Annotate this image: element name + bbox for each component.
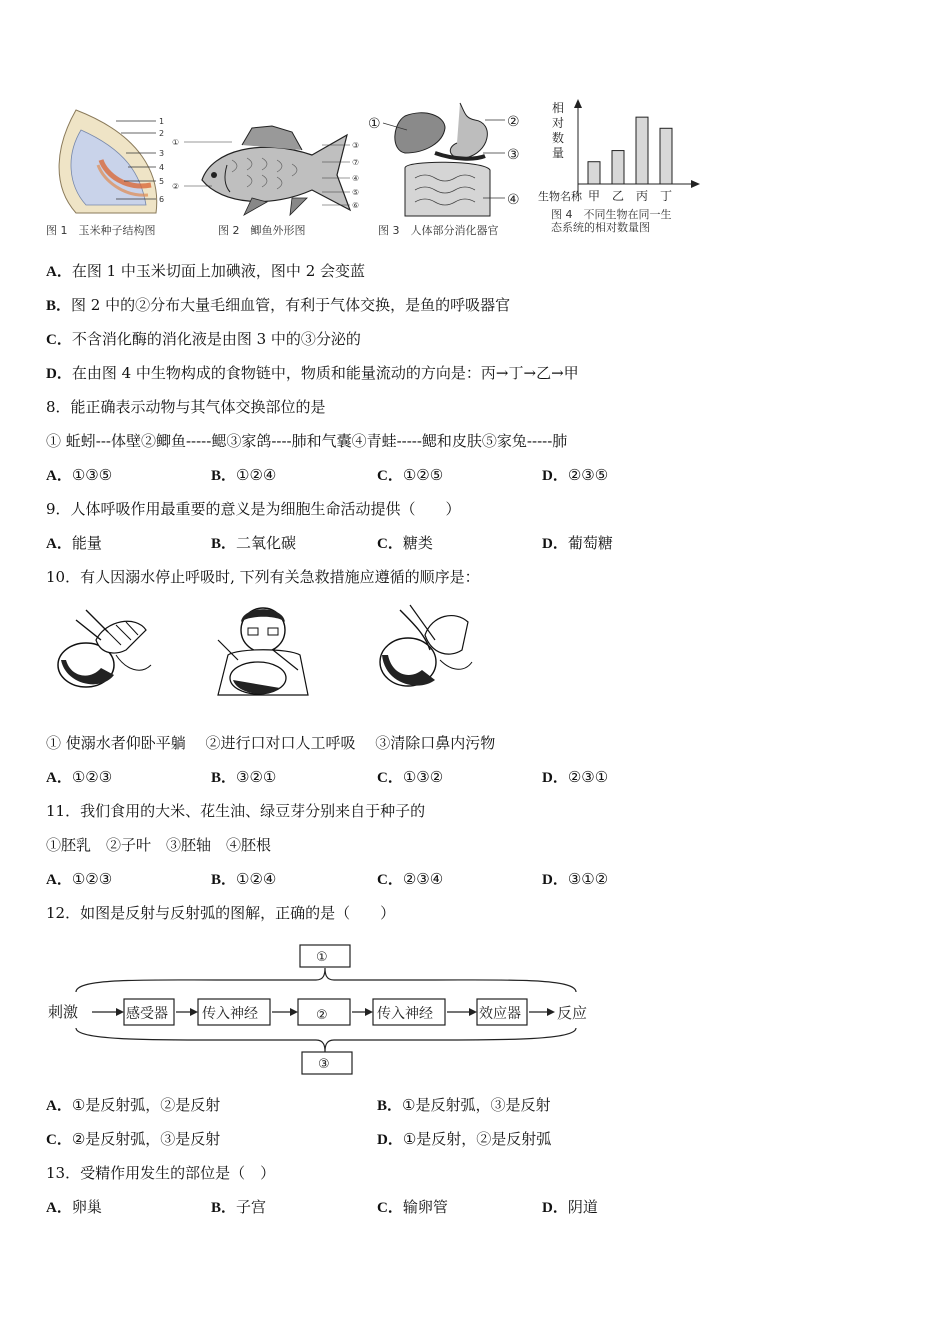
- q8-option-a: [46, 465, 112, 486]
- q7-option-d: [46, 363, 579, 384]
- option-text: ①是反射弧，③是反射: [402, 1096, 551, 1114]
- option-text: ①是反射弧，②是反射: [71, 1096, 221, 1114]
- fig4-caption-line1: 图 4 不同生物在同一生: [551, 208, 672, 221]
- fig1-label: 3: [159, 149, 165, 158]
- option-text: ③①②: [567, 870, 609, 888]
- option-label: A．: [46, 872, 72, 888]
- q13-option-a: [46, 1197, 102, 1218]
- option-label: C．: [377, 872, 403, 888]
- q11-option-a: [46, 869, 112, 890]
- arrow-head: [290, 1008, 298, 1016]
- option-text: ①②④: [236, 466, 277, 484]
- fig1-label: 1: [159, 117, 165, 126]
- option-label: A．: [46, 468, 72, 484]
- option-label: B．: [377, 1098, 403, 1114]
- option-text: 子宫: [236, 1198, 267, 1216]
- fig2-label: ⑥: [352, 201, 360, 210]
- option-text: 二氧化碳: [236, 534, 297, 552]
- label-center: ②: [316, 1008, 328, 1023]
- option-text: ②③④: [402, 870, 444, 888]
- label-efferent: 传入神经: [377, 1006, 433, 1022]
- q9-option-b: [211, 533, 296, 554]
- label-bottom: ③: [318, 1057, 330, 1072]
- digestive-organs-figure: [365, 98, 535, 220]
- fig3-label: ③: [507, 147, 520, 163]
- option-text: 不含消化酶的消化液是由图 3 中的③分泌的: [71, 330, 361, 348]
- fig3-label: ②: [507, 114, 520, 130]
- option-text: ①是反射，②是反射弧: [402, 1130, 552, 1148]
- q9-stem: 9．人体呼吸作用最重要的意义是为细胞生命活动提供（ ）: [46, 500, 461, 518]
- q12-stem: 12．如图是反射与反射弧的图解，正确的是（ ）: [46, 904, 396, 922]
- q9-option-c: [377, 533, 433, 554]
- option-label: B．: [46, 298, 72, 314]
- option-text: ①③⑤: [71, 466, 113, 484]
- q8-option-d: [542, 465, 608, 486]
- option-label: C．: [377, 770, 403, 786]
- fig2-label: ④: [352, 174, 360, 183]
- category-label: 乙: [612, 189, 625, 203]
- q12-option-d: [377, 1129, 551, 1150]
- q12-option-b: [377, 1095, 550, 1116]
- fig2-label: ③: [352, 141, 360, 150]
- arrow-head: [547, 1008, 555, 1016]
- fig1-label: 6: [159, 195, 165, 204]
- option-text: ③②①: [236, 768, 277, 786]
- option-text: ②是反射弧，③是反射: [71, 1130, 221, 1148]
- x-axis-arrow: [691, 180, 700, 188]
- option-text: 图 2 中的②分布大量毛细血管，有利于气体交换，是鱼的呼吸器官: [71, 296, 511, 314]
- option-label: A．: [46, 1200, 72, 1216]
- option-text: ①②③: [71, 768, 113, 786]
- q10-stem: 10．有人因溺水停止呼吸时, 下列有关急救措施应遵循的顺序是：: [46, 568, 480, 586]
- option-label: D．: [542, 872, 568, 888]
- fig2-label: ⑤: [352, 188, 360, 197]
- option-text: ②③①: [567, 768, 609, 786]
- option-label: C．: [377, 1200, 403, 1216]
- option-text: ①②③: [71, 870, 113, 888]
- rescue-illustration-3: [370, 600, 475, 695]
- option-text: 在由图 4 中生物构成的食物链中，物质和能量流动的方向是：丙→丁→乙→甲: [71, 364, 579, 382]
- fig3-label: ④: [507, 192, 520, 208]
- category-label: 甲: [588, 189, 601, 203]
- y-label-char: 数: [552, 131, 565, 145]
- fig1-label: 5: [159, 177, 165, 186]
- category-label: 丙: [636, 189, 649, 203]
- x-label: 生物名称: [538, 190, 582, 203]
- option-text: ②③⑤: [567, 466, 609, 484]
- q7-option-b: [46, 295, 510, 316]
- q9-option-a: [46, 533, 102, 554]
- q10-option-b: [211, 767, 276, 788]
- option-text: ①②④: [236, 870, 277, 888]
- label-effector: 效应器: [479, 1006, 521, 1022]
- q7-option-c: [46, 329, 361, 350]
- q12-option-a: [46, 1095, 220, 1116]
- option-text: 卵巢: [71, 1198, 102, 1216]
- fig1-caption: 图 1 玉米种子结构图: [46, 224, 156, 237]
- fig2-label: ⑦: [352, 158, 360, 167]
- option-label: C．: [46, 332, 72, 348]
- fig2-caption: 图 2 鲫鱼外形图: [218, 224, 306, 237]
- option-label: D．: [377, 1132, 403, 1148]
- option-label: C．: [377, 536, 403, 552]
- bars-group: [588, 117, 672, 203]
- option-label: A．: [46, 536, 72, 552]
- option-label: D．: [542, 1200, 568, 1216]
- q11-option-d: [542, 869, 608, 890]
- label-response: 反应: [557, 1004, 588, 1022]
- option-label: A．: [46, 264, 72, 280]
- fig4-caption-line2: 态系统的相对数量图: [551, 221, 650, 234]
- option-label: B．: [211, 536, 237, 552]
- label-stimulus: 刺激: [48, 1003, 79, 1021]
- q8-items: ① 蚯蚓---体壁②鲫鱼-----鳃③家鸽----肺和气囊④青蛙-----鳃和皮肤⑤家兔-----肺: [46, 432, 568, 450]
- option-label: B．: [211, 872, 237, 888]
- y-label-char: 对: [552, 116, 565, 130]
- arrow-head: [190, 1008, 198, 1016]
- q13-option-c: [377, 1197, 448, 1218]
- rescue-illustration-1: [46, 600, 156, 695]
- y-label-char: 量: [552, 146, 565, 160]
- q10-option-d: [542, 767, 608, 788]
- bar-乙: [612, 151, 624, 184]
- label-top: ①: [316, 950, 328, 965]
- bar-甲: [588, 162, 600, 184]
- option-label: D．: [542, 536, 568, 552]
- relative-quantity-chart: [538, 96, 708, 208]
- q11-option-b: [211, 869, 276, 890]
- reflex-arc-diagram: [46, 940, 606, 1080]
- fig3-caption: 图 3 人体部分消化器官: [378, 224, 499, 237]
- rescue-illustration-2: [208, 600, 318, 705]
- brace-top: [76, 968, 576, 992]
- q8-stem: 8．能正确表示动物与其气体交换部位的是: [46, 398, 326, 416]
- q11-items: ①胚乳 ②子叶 ③胚轴 ④胚根: [46, 836, 272, 854]
- option-label: A．: [46, 1098, 72, 1114]
- corn-seed-figure: [46, 105, 176, 220]
- q11-option-c: [377, 869, 443, 890]
- option-label: B．: [211, 1200, 237, 1216]
- option-text: 能量: [71, 534, 102, 552]
- q13-option-b: [211, 1197, 266, 1218]
- q7-option-a: [46, 261, 365, 282]
- option-text: 糖类: [402, 534, 433, 552]
- q13-stem: 13．受精作用发生的部位是（ ）: [46, 1164, 276, 1182]
- option-label: D．: [542, 468, 568, 484]
- q10-option-c: [377, 767, 443, 788]
- label-afferent: 传入神经: [202, 1006, 258, 1022]
- q13-option-d: [542, 1197, 598, 1218]
- option-text: ①③②: [402, 768, 444, 786]
- option-label: C．: [377, 468, 403, 484]
- y-axis-arrow: [574, 99, 582, 108]
- q8-option-c: [377, 465, 443, 486]
- option-text: ①②⑤: [402, 466, 444, 484]
- arrow-head: [116, 1008, 124, 1016]
- q9-option-d: [542, 533, 613, 554]
- option-label: D．: [46, 366, 72, 382]
- fig4-caption: [551, 208, 672, 234]
- q11-stem: 11．我们食用的大米、花生油、绿豆芽分别来自于种子的: [46, 802, 426, 820]
- q10-items: ① 使溺水者仰卧平躺 ②进行口对口人工呼吸 ③清除口鼻内污物: [46, 734, 496, 752]
- fig3-label: ①: [368, 116, 381, 132]
- fig1-label: 4: [159, 163, 165, 172]
- option-label: C．: [46, 1132, 72, 1148]
- option-text: 输卵管: [402, 1198, 448, 1216]
- option-label: A．: [46, 770, 72, 786]
- label-receptor: 感受器: [126, 1006, 168, 1022]
- arrow-head: [365, 1008, 373, 1016]
- category-label: 丁: [660, 189, 673, 203]
- fish-figure: [172, 120, 362, 220]
- q12-option-c: [46, 1129, 220, 1150]
- y-label-char: 相: [552, 101, 565, 115]
- q8-option-b: [211, 465, 276, 486]
- option-text: 葡萄糖: [567, 534, 613, 552]
- option-text: 阴道: [567, 1198, 598, 1216]
- option-label: D．: [542, 770, 568, 786]
- q10-option-a: [46, 767, 112, 788]
- arrow-head: [469, 1008, 477, 1016]
- bar-丙: [636, 117, 648, 184]
- bar-丁: [660, 128, 672, 184]
- fig1-label: 2: [159, 129, 165, 138]
- option-text: 在图 1 中玉米切面上加碘液，图中 2 会变蓝: [71, 262, 366, 280]
- option-label: B．: [211, 468, 237, 484]
- brace-bottom: [76, 1028, 576, 1052]
- option-label: B．: [211, 770, 237, 786]
- fig2-label: ②: [172, 182, 180, 191]
- fig2-label: ①: [172, 138, 180, 147]
